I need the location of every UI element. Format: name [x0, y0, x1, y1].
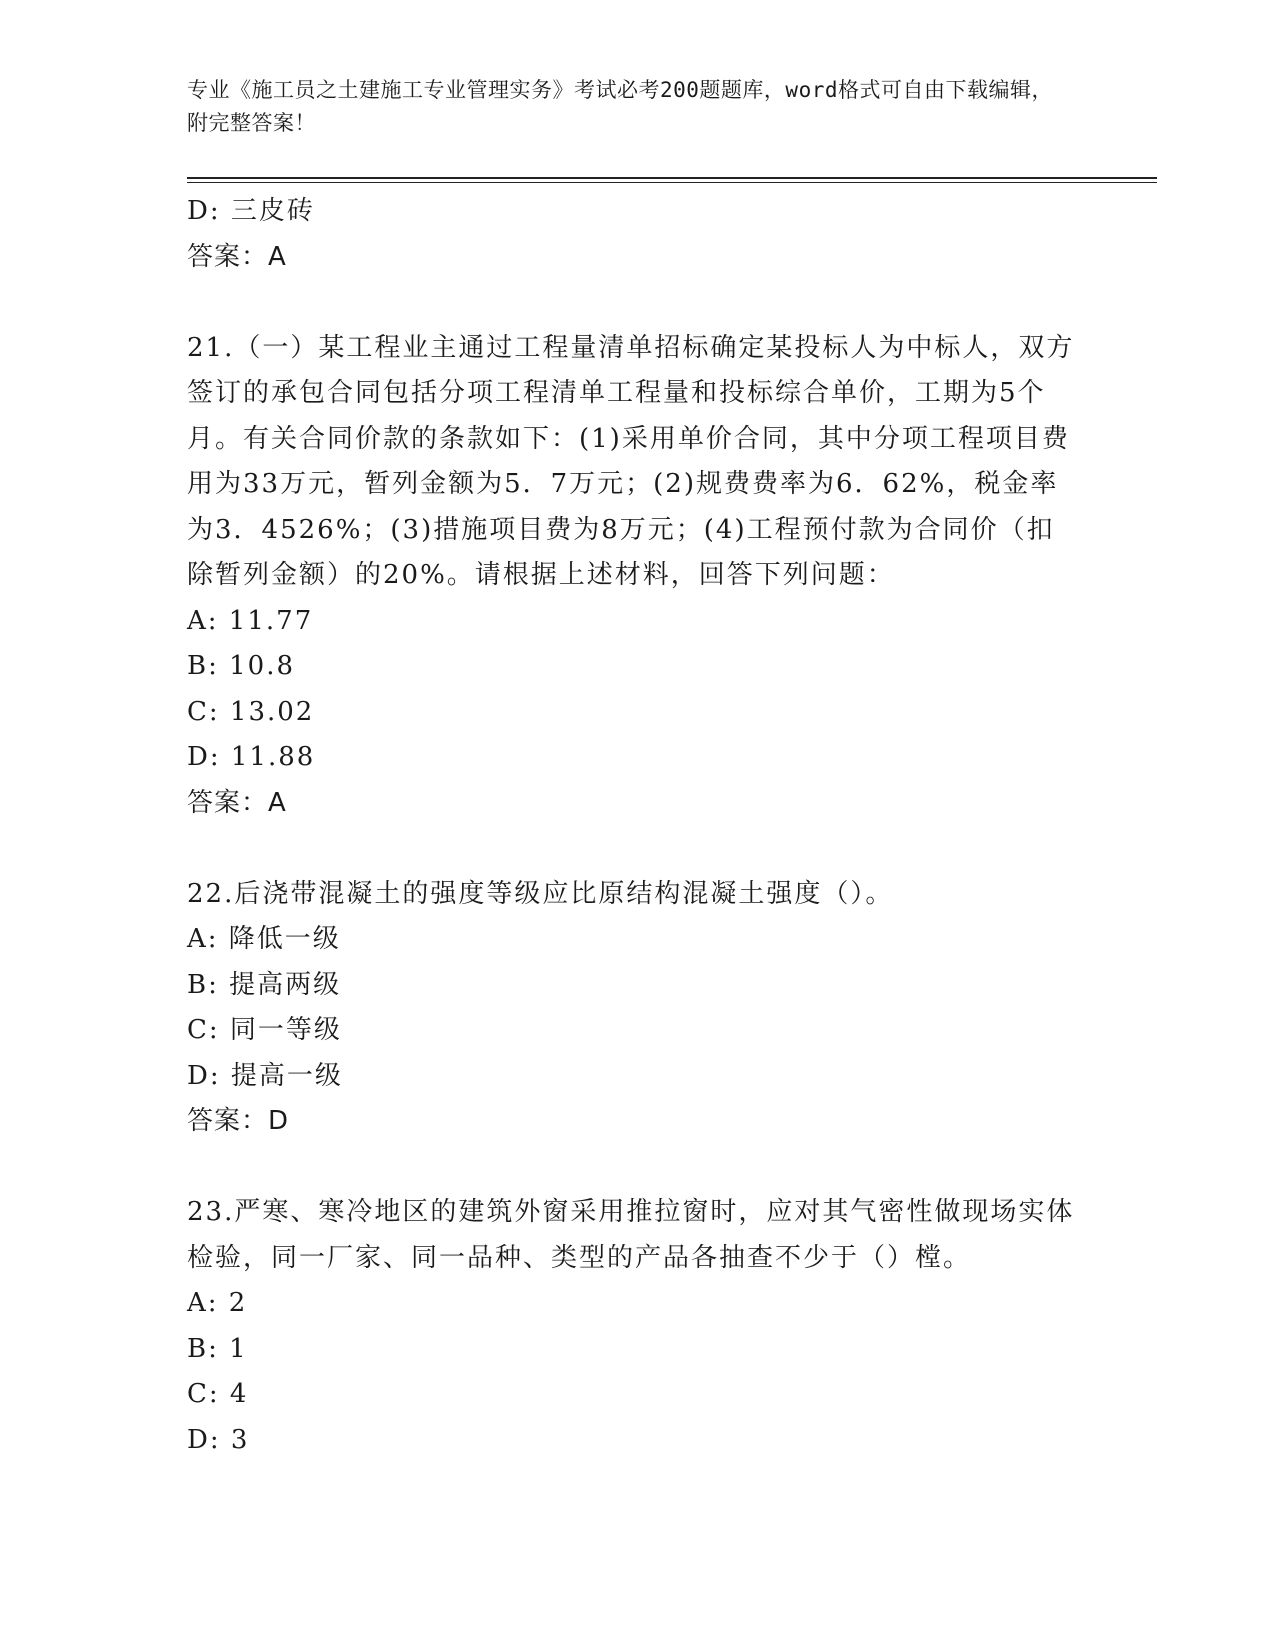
- spacer: [187, 280, 1077, 326]
- question-23-stem: 23.严寒、寒冷地区的建筑外窗采用推拉窗时，应对其气密性做现场实体检验，同一厂家、同一品种、类型的产品各抽查不少于（）樘。: [187, 1197, 1075, 1273]
- question-21-option-d: D: 11.88: [187, 742, 316, 772]
- spacer: [187, 1145, 1077, 1191]
- question-21-stem: 21.（一）某工程业主通过工程量清单招标确定某投标人为中标人，双方签订的承包合同包括分项工程清单工程量和投标综合单价，工期为5个月。有关合同价款的条款如下：(1)采用单价合同，其中分项工程项目费用为33万元，暂列金额为5．7万元；(2)规费费率为6．62%，税金率为3．4526%；(3)措施项目费为8万元；(4)工程预付款为合同价（扣除暂列金额）的20%。请根据上述材料，回答下列问题：: [187, 332, 1075, 590]
- document-body: [187, 189, 1077, 1463]
- question-23-option-c: C: 4: [187, 1379, 249, 1409]
- question-22-option-b: B: 提高两级: [187, 969, 342, 1000]
- prev-option-d: D: 三皮砖: [187, 196, 315, 226]
- prev-answer: 答案：A: [187, 241, 287, 272]
- question-22-option-d: D: 提高一级: [187, 1060, 343, 1091]
- question-23-option-a: A: 2: [187, 1288, 248, 1318]
- question-23-option-b: B: 1: [187, 1333, 248, 1364]
- spacer: [187, 826, 1077, 872]
- question-22-option-c: C: 同一等级: [187, 1015, 342, 1045]
- question-21-option-a: A: 11.77: [187, 605, 314, 636]
- question-21-option-c: C: 13.02: [187, 696, 315, 727]
- question-21-answer: 答案：A: [187, 787, 287, 818]
- document-header: 专业《施工员之土建施工专业管理实务》考试必考200题题库，word格式可自由下载编辑，附完整答案！: [187, 78, 1053, 135]
- header-divider-thin: [187, 182, 1157, 183]
- question-22-answer: 答案：D: [187, 1106, 290, 1136]
- question-22-option-a: A: 降低一级: [187, 924, 341, 954]
- question-22-stem: 22.后浇带混凝土的强度等级应比原结构混凝土强度（）。: [187, 878, 894, 909]
- header-divider-thick: [187, 177, 1157, 179]
- question-23-option-d: D: 3: [187, 1424, 250, 1455]
- question-21-option-b: B: 10.8: [187, 651, 296, 681]
